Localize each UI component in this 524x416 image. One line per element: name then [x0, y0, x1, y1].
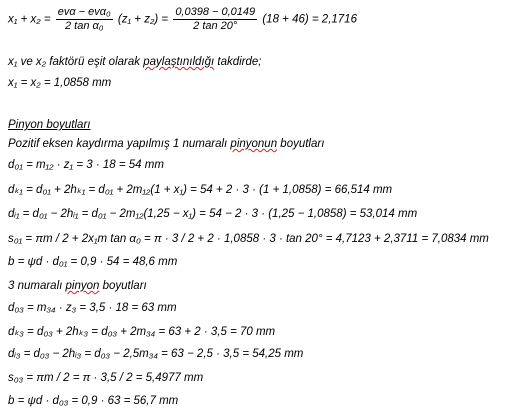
- pinion3-title-prefix: 3 numaralı: [8, 280, 66, 292]
- pinion3-spellcheck-word: pinyon: [65, 280, 100, 292]
- pinion3-line-3: dᵢ₃ = d₀₃ − 2hᵢ₃ = d₀₃ − 2,5m₃₄ = 63 − 2,5 · 3,5 = 54,25 mm: [8, 348, 304, 360]
- eq1-mid: (z₁ + z₂) =: [117, 13, 169, 26]
- pinion1-subtitle-prefix: Pozitif eksen kaydırma yapılmış 1 numaralı: [8, 138, 231, 150]
- pinion3-title-suffix: boyutları: [99, 280, 147, 292]
- pinion1-line-1: d₀₁ = m₁₂ · z₁ = 3 · 18 = 54 mm: [8, 159, 164, 171]
- x-equal-line: x₁ = x₂ = 1,0858 mm: [8, 77, 112, 89]
- eq1-denominator-2: 2 tan 20°: [193, 20, 238, 32]
- pinion3-title: [8, 279, 147, 293]
- eq1-fraction-1: [56, 6, 113, 33]
- assumption-spellcheck-word: paylaştınıldığı: [143, 56, 215, 68]
- eq1-fraction-2: [173, 6, 257, 33]
- pinion1-line-2: dₖ₁ = d₀₁ + 2hₖ₁ = d₀₁ + 2m₁₂(1 + x₁) = 54 + 2 · 3 · (1 + 1,0858) = 66,514 mm: [8, 184, 393, 196]
- eq1-denominator-1: 2 tan α₀: [65, 20, 104, 32]
- pinion3-line-5: b = ψd · d₀₃ = 0,9 · 63 = 56,7 mm: [8, 395, 179, 407]
- pinion1-line-3: dᵢ₁ = d₀₁ − 2hᵢ₁ = d₀₁ − 2m₁₂(1,25 − x₁) = 54 − 2 · 3 · (1,25 − 1,0858) = 53,014 mm: [8, 208, 418, 220]
- eq1-numerator-2: 0,0398 − 0,0149: [175, 6, 256, 18]
- pinion1-line-4: s₀₁ = πm / 2 + 2x₁m tan α₀ = π · 3 / 2 + 2 · 1,0858 · 3 · tan 20° = 4,7123 + 2,3711 = 7,0834 mm: [8, 233, 489, 245]
- eq1-numerator-1: evα − evα₀: [57, 6, 111, 18]
- pinion3-line-2: dₖ₃ = d₀₃ + 2hₖ₃ = d₀₃ + 2m₃₄ = 63 + 2 · 3,5 = 70 mm: [8, 326, 276, 338]
- assumption-prefix: x₁ ve x₂ faktörü eşit olarak: [8, 56, 144, 68]
- pinion1-line-5: b = ψd · d₀₁ = 0,9 · 54 = 48,6 mm: [8, 256, 178, 268]
- pinion1-spellcheck-word: pinyonun: [230, 138, 278, 150]
- pinion1-subtitle-suffix: boyutları: [277, 138, 325, 150]
- section-title-pinion: Pinyon boyutları: [8, 119, 91, 131]
- pinion3-line-1: d₀₃ = m₃₄ · z₃ = 3,5 · 18 = 63 mm: [8, 302, 177, 314]
- assumption-suffix: takdirde;: [214, 56, 262, 68]
- pinion1-subtitle: [8, 137, 324, 151]
- eq1-lhs: x₁ + x₂ =: [8, 13, 51, 26]
- eq1-rhs: (18 + 46) = 2,1716: [262, 13, 357, 26]
- pinion3-line-4: s₀₃ = πm / 2 = π · 3,5 / 2 = 5,4977 mm: [8, 372, 204, 384]
- assumption-text: [8, 55, 262, 69]
- equation-x1-x2: [8, 6, 357, 33]
